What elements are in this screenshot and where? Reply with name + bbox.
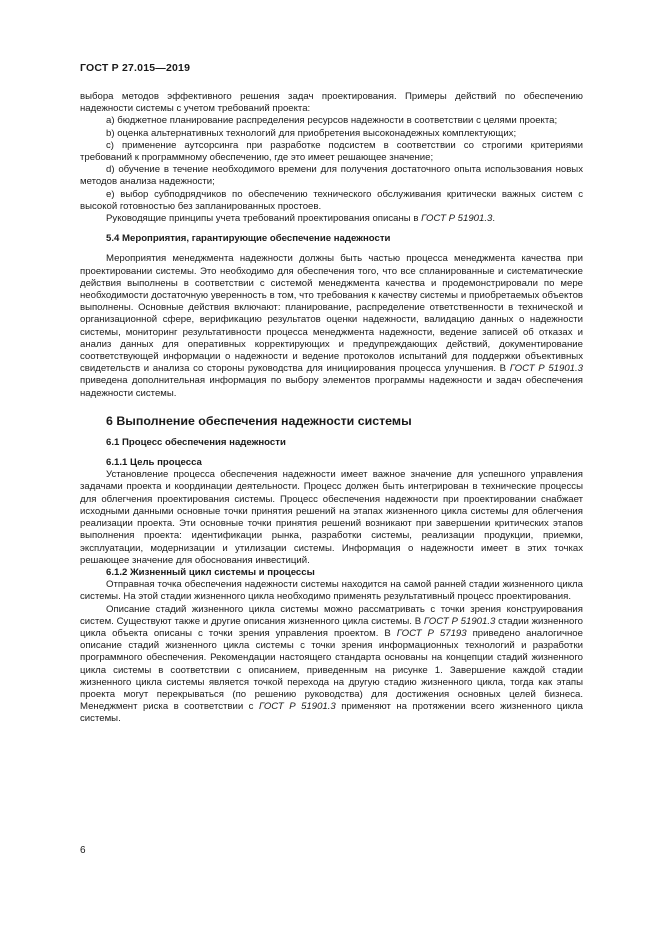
paragraph-text: применяют на протяжении всего жизненного цикла системы.: [80, 701, 583, 725]
list-item-e: e) выбор субподрядчиков по обеспечению технического обслуживания критически важных систем с высокой готовностью без запланированных простоев.: [80, 188, 583, 212]
section-heading-5-4: 5.4 Мероприятия, гарантирующие обеспечение надежности: [106, 233, 391, 245]
list-item-c: c) применение аутсорсинга при разработке подсистем в соответствии со строгими критериями требований к программному обеспечению, где это имеет решающее значение;: [80, 139, 583, 164]
standard-reference: ГОСТ Р 51901.3: [421, 213, 493, 225]
standard-reference: ГОСТ Р 51901.3: [258, 701, 336, 713]
paragraph-text: приведено аналогичное описание стадий жизненного цикла системы с точки зрения информационных технологий и разработки программного обеспечения. Рекомендации настоящего стандарта основаны на концепции стадий жизненного цикла системы в соответствии с описанием, приведенным на рисунке 1. Завершение каждой стадии жизненного цикла системы является точкой перехода на другую стадию жизненного цикла, тогда как этапы проекта могут перекрываться (по решению руководства) для достижения основных целей бизнеса. Менеджмент риска в соответствии с: [80, 627, 583, 713]
section-heading-6-1-2: 6.1.2 Жизненный цикл системы и процессы: [106, 566, 315, 578]
paragraph-text: стадии жизненного цикла объекта описаны с точки зрения управления проектом. В: [80, 615, 583, 639]
paragraph-text: Описание стадий жизненного цикла системы можно рассматривать с точки зрения конструирования систем. Существуют также и другие описания жизненного цикла системы. В: [80, 603, 583, 627]
paragraph-intro: выбора методов эффективного решения задач проектирования. Примеры действий по обеспечению надежности системы с учетом требований проекта:: [80, 91, 583, 115]
list-item-d: d) обучение в течение необходимого времени для получения достаточного опыта использования новых методов анализа надежности;: [80, 164, 583, 188]
standard-reference: ГОСТ Р 51901.3: [423, 615, 496, 627]
list-item-a: a) бюджетное планирование распределения ресурсов надежности в соответствии с целями проекта;: [106, 115, 558, 127]
paragraph-5-4-end: приведена дополнительная информация по выбору элементов программы надежности и задач обеспечения надежности системы.: [80, 375, 583, 399]
document-body: [80, 91, 583, 726]
paragraph-guidelines: [80, 213, 583, 225]
guidelines-end: .: [492, 213, 496, 225]
section-heading-6-1: 6.1 Процесс обеспечения надежности: [106, 436, 286, 448]
paragraph-6-1-2-b: [80, 604, 583, 726]
paragraph-6-1-1: Установление процесса обеспечения надежности имеет важное значение для успешного управления задачами проекта и координации деятельности. Процесс должен быть интегрирован в технические процессы для облегчения проектирования системы. Процесс обеспечения надежности при проектировании снабжает исходными данными основные точки принятия решений на этапах жизненного цикла системы для облегчения реализации проекта. Эти основные точки принятия решений возникают при завершении критических этапов выполнения проекта: идентификации рынка, разработки системы, реализации продукции, приемки, эксплуатации, модернизации и утилизации системы. Информация о надежности имеет в этих точках решающее значение для обоснования инвестиций.: [80, 469, 583, 566]
document-header: ГОСТ Р 27.015—2019: [80, 62, 191, 74]
section-heading-6: 6 Выполнение обеспечения надежности системы: [106, 413, 412, 428]
section-heading-6-1-1: 6.1.1 Цель процесса: [106, 457, 202, 469]
paragraph-5-4-text: Мероприятия менеджмента надежности должны быть частью процесса менеджмента качества при проектировании системы. Это необходимо для обеспечения того, что все спланированные и систематические действия выполнены в соответствии с системой менеджмента качества и продемонстрировали по мере необходимости достаточную уверенность в том, что требования к качеству системы и приобретаемых объектов выполнены. Основные действия включают: планирование, распределение ответственности в технической и организационной сфере, верификацию результатов оценки надежности, валидацию данных о надежности системы, мониторинг результативности процесса менеджмента надежности, ведение записей об отказах и анализ данных для оперативных корректирующих и предупреждающих действий, документирование соответствующей информации о надежности и ведение протоколов испытаний для поддержки объективных свидетельств и анализа со стороны руководства для инициирования процесса улучшения. В: [80, 253, 583, 375]
standard-reference: ГОСТ Р 57193: [396, 627, 467, 639]
paragraph-5-4: [80, 253, 583, 399]
paragraph-6-1-2-a: Отправная точка обеспечения надежности системы находится на самой ранней стадии жизненного цикла системы. На этой стадии жизненного цикла необходимо применять результативный процесс проектирования.: [80, 579, 583, 603]
standard-reference: ГОСТ Р 51901.3: [509, 363, 583, 375]
page-number: 6: [80, 845, 86, 856]
list-item-b: b) оценка альтернативных технологий для приобретения высоконадежных комплектующих;: [106, 127, 517, 139]
guidelines-text: Руководящие принципы учета требований проектирования описаны в: [106, 213, 422, 225]
